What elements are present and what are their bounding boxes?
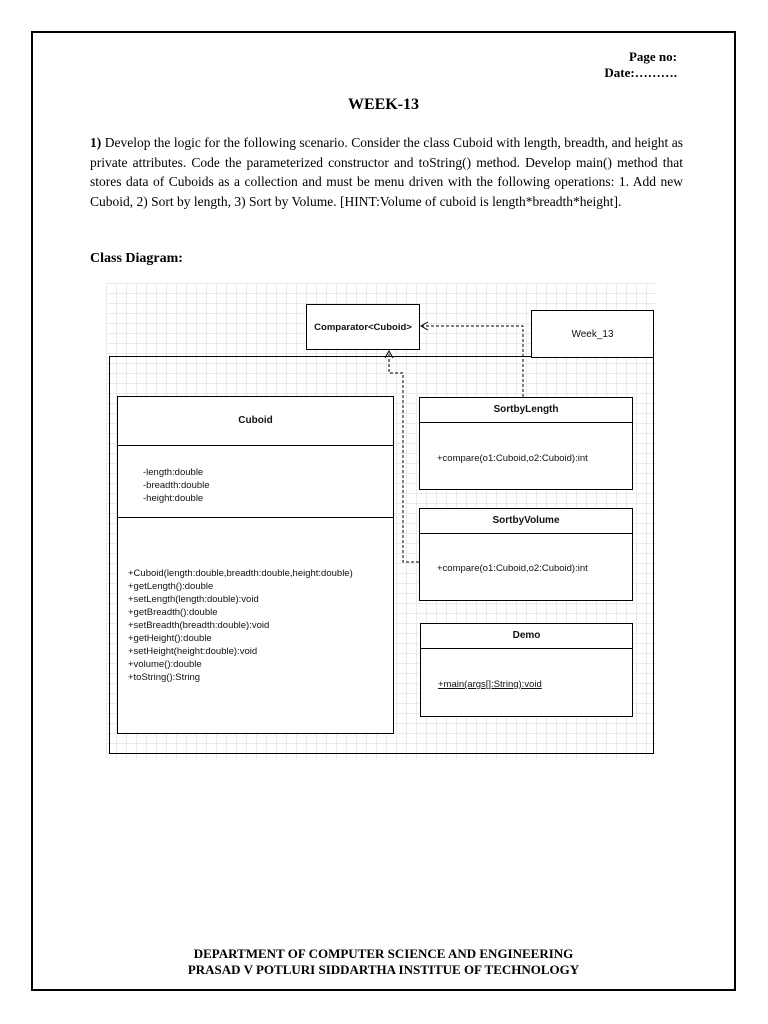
package-name: Week_13 [571, 328, 614, 340]
sortbyvolume-class-name: SortbyVolume [420, 509, 632, 534]
sortbylength-class-name: SortbyLength [420, 398, 632, 423]
class-diagram-heading: Class Diagram: [90, 251, 183, 266]
method-row: +volume():double [128, 659, 202, 670]
arrow-sortbyvolume-to-comparator [389, 352, 419, 562]
attribute-row: -height:double [143, 493, 204, 504]
demo-class-name: Demo [421, 624, 632, 649]
attribute-row: -breadth:double [143, 480, 210, 491]
demo-method: +main(args[]:String):void [438, 679, 542, 690]
document-page [31, 31, 736, 991]
page-title: WEEK-13 [347, 96, 420, 113]
method-row: +setHeight(height:double):void [128, 646, 258, 657]
question-paragraph [90, 133, 683, 211]
date-label: Date:………. [604, 65, 677, 80]
comparator-name: Comparator<Cuboid> [314, 321, 412, 333]
page-number-label: Page no: [628, 49, 677, 64]
method-row: +setLength(length:double):void [128, 594, 259, 605]
method-row: +toString():String [128, 672, 201, 683]
attribute-row: -length:double [143, 467, 204, 478]
method-row: +getLength():double [128, 581, 214, 592]
class-diagram [106, 283, 656, 758]
footer-institute: PRASAD V POTLURI SIDDARTHA INSTITUE OF TECHNOLOGY [187, 962, 580, 977]
realization-arrows [106, 283, 656, 758]
sortbyvolume-method: +compare(o1:Cuboid,o2:Cuboid):int [437, 563, 588, 574]
arrow-sortbylength-to-comparator [422, 326, 523, 397]
question-number: 1) [90, 135, 102, 150]
method-row: +getHeight():double [128, 633, 212, 644]
footer-department: DEPARTMENT OF COMPUTER SCIENCE AND ENGINEERING [193, 946, 574, 961]
sortbylength-method: +compare(o1:Cuboid,o2:Cuboid):int [437, 453, 588, 464]
method-row: +setBreadth(breadth:double):void [128, 620, 270, 631]
question-text: Develop the logic for the following scenario. Consider the class Cuboid with length, breadth, and height as private attributes. Code the parameterized constructor and toString() method. Develop main() method that stores data of Cuboids as a collection and must be menu driven with the following operations: 1. Add new Cuboid, 2) Sort by length, 3) Sort by Volume. [HINT:Volume of cuboid is length*breadth*height]. [90, 135, 684, 209]
method-row: +getBreadth():double [128, 607, 218, 618]
method-row: +Cuboid(length:double,breadth:double,height:double) [128, 568, 353, 579]
cuboid-class-name: Cuboid [118, 397, 393, 446]
